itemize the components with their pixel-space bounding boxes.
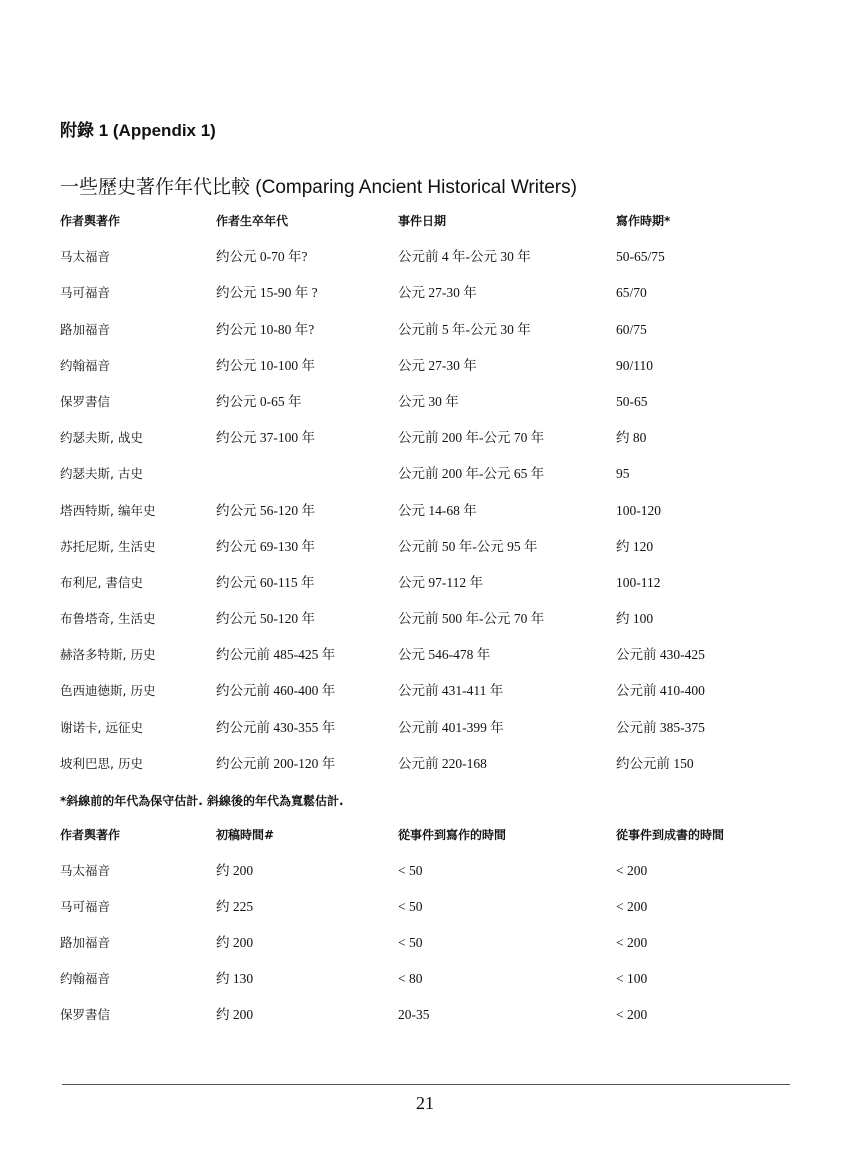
cell-col2: 约 200 — [216, 863, 254, 878]
cell-col4: < 200 — [616, 863, 648, 878]
table-header-row — [0, 212, 850, 248]
table-row — [0, 934, 850, 970]
cell-col2: 约 130 — [216, 971, 254, 986]
cell-col2: 约公元 69-130 年 — [216, 538, 315, 554]
cell-col3: 公元 30 年 — [398, 393, 459, 409]
cell-col4: 公元前 385-375 — [616, 719, 705, 735]
cell-author-work: 布鲁塔奇, 生活史 — [60, 611, 156, 627]
cell-author-work: 保罗書信 — [60, 393, 111, 409]
cell-col3: 公元 27-30 年 — [398, 285, 477, 301]
cell-col2: 约公元 37-100 年 — [216, 430, 315, 446]
cell-col2: 约 200 — [216, 1007, 254, 1022]
cell-col4: < 200 — [616, 1007, 648, 1022]
cell-col4: < 200 — [616, 935, 648, 950]
table-row — [0, 755, 850, 791]
cell-col4: < 200 — [616, 899, 648, 914]
cell-col4: 约 100 — [616, 611, 654, 627]
cell-author-work: 马太福音 — [60, 863, 111, 878]
cell-col2: 约公元 0-65 年 — [216, 393, 302, 409]
cell-col3: 公元前 200 年-公元 70 年 — [398, 430, 545, 446]
table-row — [0, 862, 850, 898]
cell-col2: 约公元前 200-120 年 — [216, 755, 336, 771]
cell-col2: 约 225 — [216, 899, 254, 914]
cell-col3: < 80 — [398, 971, 423, 986]
cell-col3: 公元前 5 年-公元 30 年 — [398, 321, 531, 337]
footer-divider — [62, 1084, 790, 1085]
cell-author-work: 坡利巴思, 历史 — [60, 755, 143, 771]
table-row — [0, 682, 850, 718]
table-row — [0, 284, 850, 320]
cell-author-work: 苏托尼斯, 生活史 — [60, 538, 156, 554]
cell-col2: 约公元 0-70 年? — [216, 249, 308, 265]
cell-col3: 20-35 — [398, 1007, 430, 1022]
cell-col4: 65/70 — [616, 285, 647, 301]
cell-col3: 公元前 401-399 年 — [398, 719, 504, 735]
cell-col2: 约公元 50-120 年 — [216, 611, 315, 627]
writers-comparison-table — [0, 212, 850, 791]
header-author-lifespan: 作者生卒年代 — [216, 214, 289, 228]
table-row — [0, 719, 850, 755]
cell-col3: 公元前 200 年-公元 65 年 — [398, 466, 545, 482]
table-row — [0, 465, 850, 501]
table-row — [0, 1006, 850, 1042]
cell-col3: 公元 546-478 年 — [398, 647, 491, 663]
cell-col2: 约公元前 430-355 年 — [216, 719, 336, 735]
table-row — [0, 357, 850, 393]
header-event-dates: 事件日期 — [398, 214, 447, 228]
table-row — [0, 321, 850, 357]
cell-col2: 约公元 56-120 年 — [216, 502, 315, 518]
cell-col4: 公元前 430-425 — [616, 647, 705, 663]
cell-col4: 50-65/75 — [616, 249, 665, 265]
table-row — [0, 898, 850, 934]
cell-col4: 100-120 — [616, 502, 661, 518]
header-author-work: 作者舆著作 — [60, 828, 121, 842]
page-title: 一些歷史著作年代比較 (Comparing Ancient Historical Writers) — [60, 177, 577, 198]
table-row — [0, 646, 850, 682]
cell-col4: 公元前 410-400 — [616, 683, 705, 699]
cell-author-work: 约翰福音 — [60, 357, 111, 373]
cell-col3: 公元前 431-411 年 — [398, 683, 504, 699]
footnote: *斜線前的年代為保守估計. 斜線後的年代為寬鬆估計. — [60, 794, 344, 808]
header-author-work: 作者舆著作 — [60, 214, 121, 228]
cell-col4: 50-65 — [616, 393, 648, 409]
cell-col3: 公元 27-30 年 — [398, 357, 477, 373]
cell-author-work: 色西迪徳斯, 历史 — [60, 683, 156, 699]
cell-col2: 约公元 10-100 年 — [216, 357, 315, 373]
cell-author-work: 约瑟夫斯, 战史 — [60, 430, 143, 446]
cell-col4: 约公元前 150 — [616, 755, 694, 771]
cell-author-work: 赫洛多特斯, 历史 — [60, 647, 156, 663]
cell-col4: 90/110 — [616, 357, 653, 373]
cell-col4: 约 120 — [616, 538, 654, 554]
cell-col2: 约 200 — [216, 935, 254, 950]
cell-col3: 公元前 220-168 — [398, 755, 487, 771]
cell-col3: 公元 14-68 年 — [398, 502, 477, 518]
cell-author-work: 谢诺卡, 远征史 — [60, 719, 143, 735]
table-row — [0, 429, 850, 465]
cell-col2: 约公元前 485-425 年 — [216, 647, 336, 663]
cell-col3: < 50 — [398, 935, 423, 950]
cell-author-work: 约翰福音 — [60, 971, 111, 986]
cell-author-work: 路加福音 — [60, 321, 111, 337]
header-first-draft: 初稿時間# — [216, 828, 275, 842]
header-event-to-book: 從事件到成書的時間 — [616, 828, 725, 842]
header-writing-period: 寫作時期* — [616, 214, 671, 228]
cell-col4: < 100 — [616, 971, 648, 986]
cell-col2: 约公元 15-90 年 ? — [216, 285, 318, 301]
cell-col3: 公元 97-112 年 — [398, 574, 483, 590]
gap-comparison-table — [0, 826, 850, 1042]
cell-col2: 约公元 60-115 年 — [216, 574, 315, 590]
cell-col3: 公元前 50 年-公元 95 年 — [398, 538, 538, 554]
cell-col2: 约公元 10-80 年? — [216, 321, 315, 337]
cell-col3: < 50 — [398, 863, 423, 878]
table-row — [0, 970, 850, 1006]
cell-col4: 95 — [616, 466, 630, 482]
table-row — [0, 538, 850, 574]
cell-author-work: 马可福音 — [60, 899, 111, 914]
cell-col3: < 50 — [398, 899, 423, 914]
cell-author-work: 马太福音 — [60, 249, 111, 265]
header-event-to-writing: 從事件到寫作的時間 — [398, 828, 507, 842]
cell-author-work: 保罗書信 — [60, 1007, 111, 1022]
table-row — [0, 574, 850, 610]
cell-col4: 100-112 — [616, 574, 661, 590]
cell-col3: 公元前 4 年-公元 30 年 — [398, 249, 531, 265]
table-row — [0, 393, 850, 429]
cell-col3: 公元前 500 年-公元 70 年 — [398, 611, 545, 627]
page-number: 21 — [416, 1093, 434, 1113]
table-header-row — [0, 826, 850, 862]
cell-author-work: 布利尼, 書信史 — [60, 574, 143, 590]
cell-col4: 约 80 — [616, 430, 647, 446]
table-row — [0, 610, 850, 646]
table-row — [0, 502, 850, 538]
cell-col4: 60/75 — [616, 321, 647, 337]
appendix-heading: 附錄 1 (Appendix 1) — [60, 121, 216, 140]
cell-author-work: 路加福音 — [60, 935, 111, 950]
cell-author-work: 马可福音 — [60, 285, 111, 301]
cell-author-work: 塔西特斯, 编年史 — [60, 502, 156, 518]
table-row — [0, 248, 850, 284]
cell-author-work: 约瑟夫斯, 古史 — [60, 466, 143, 482]
cell-col2: 约公元前 460-400 年 — [216, 683, 336, 699]
